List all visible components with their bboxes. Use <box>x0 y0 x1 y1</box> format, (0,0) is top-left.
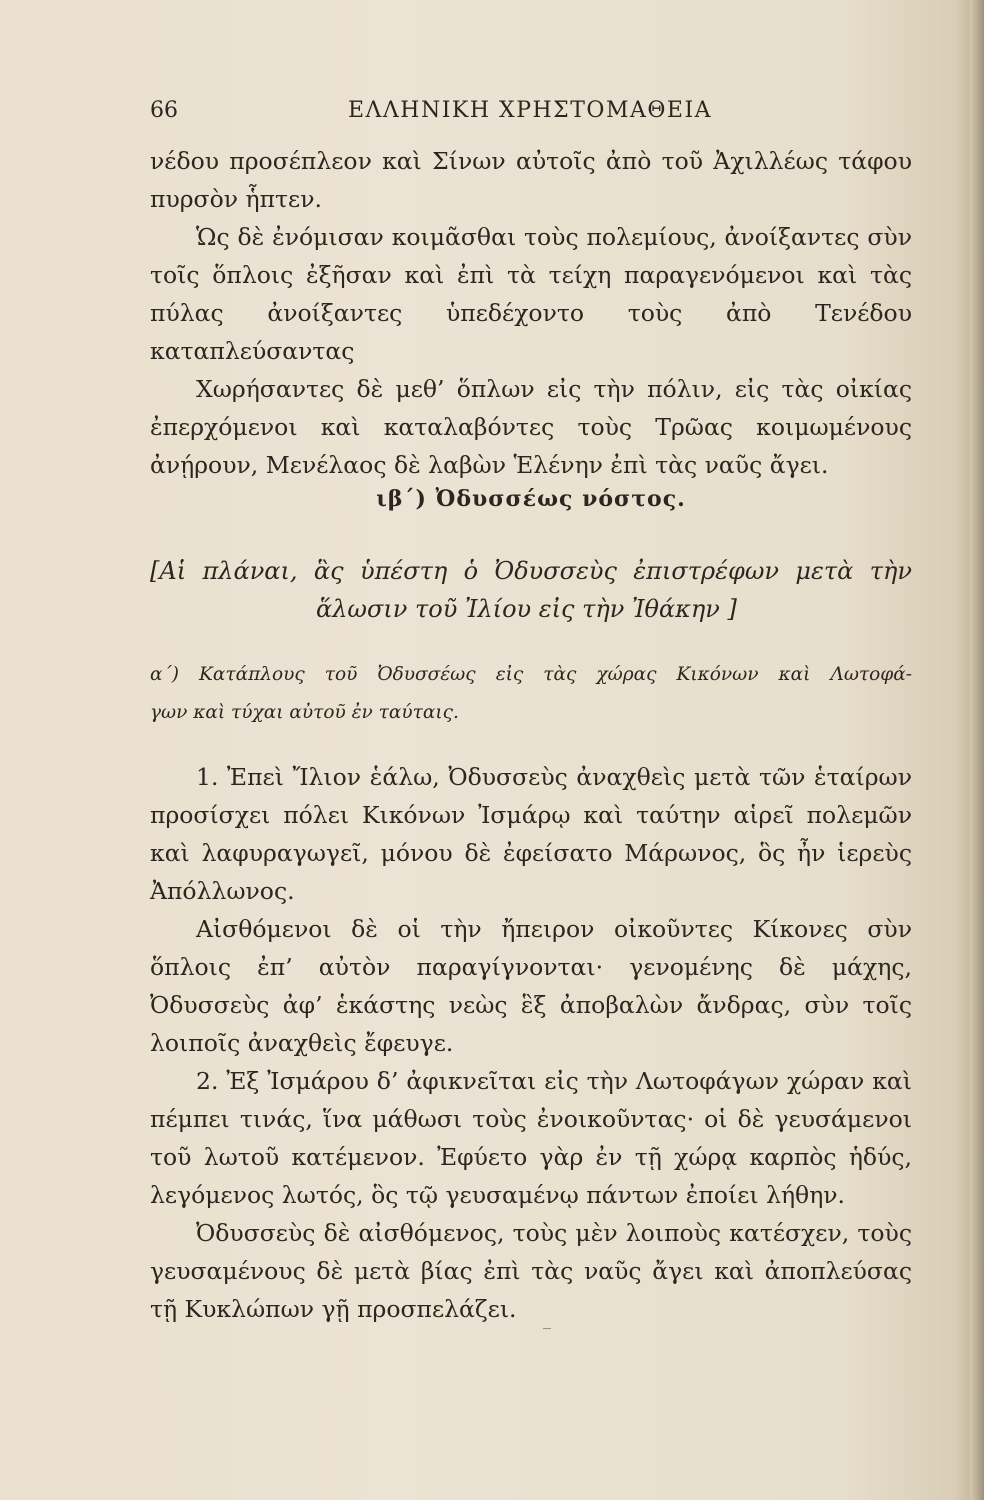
top-text-block <box>150 142 912 484</box>
paragraph: Ὡς δὲ ἐνόμισαν κοιμᾶσθαι τοὺς πολεμίους, ἀνοίξαντες σὺν τοῖς ὅπλοις ἐξῆσαν καὶ ἐπὶ τὰ τείχη παραγενόμενοι καὶ τὰς πύλας ἀνοίξαντες ὑπεδέχοντο τοὺς ἀπὸ Τενέδου καταπλεύσαντας <box>150 223 912 365</box>
summary-line: [Αἱ πλάναι, ἃς ὑπέστη ὁ Ὀδυσσεὺς ἐπιστρέφων μετὰ τὴν <box>150 557 912 585</box>
page-header <box>150 98 910 138</box>
paragraph: Αἰσθόμενοι δὲ οἱ τὴν ἤπειρον οἰκοῦντες Κίκονες σὺν ὅπλοις ἐπ’ αὐτὸν παραγίγνονται· γενομένης δὲ μάχης, Ὀδυσσεὺς ἀφ’ ἑκάστης νεὼς ἓξ ἀποβαλὼν ἄνδρας, σὺν τοῖς λοιποῖς ἀναχθεὶς ἔφευγε. <box>150 915 912 1057</box>
subheading-line: α΄) Κατάπλους τοῦ Ὀδυσσέως εἰς τὰς χώρας Κικόνων καὶ Λωτοφά- <box>150 664 912 685</box>
paragraph: 2. Ἐξ Ἰσμάρου δ’ ἀφικνεῖται εἰς τὴν Λωτοφάγων χώραν καὶ πέμπει τινάς, ἵνα μάθωσι τοὺς ἐνοικοῦντας· οἱ δὲ γευσάμενοι τοῦ λωτοῦ κατέμενον. Ἐφύετο γὰρ ἐν τῇ χώρᾳ καρπὸς ἡδύς, λεγόμενος λωτός, ὃς τῷ γευσαμένῳ πάντων ἐποίει λήθην. <box>150 1067 912 1209</box>
paragraph: Ὀδυσσεὺς δὲ αἰσθόμενος, τοὺς μὲν λοιποὺς κατέσχεν, τοὺς γευσαμένους δὲ μετὰ βίας ἐπὶ τὰς ναῦς ἄγει καὶ ἀποπλεύσας τῇ Κυκλώπων γῇ προσπελάζει. <box>150 1219 912 1323</box>
running-title: ΕΛΛΗΝΙΚΗ ΧΡΗΣΤΟΜΑΘΕΙΑ <box>347 98 713 123</box>
page-number: 66 <box>150 98 178 123</box>
page-edge <box>970 0 984 1500</box>
paragraph: Χωρήσαντες δὲ μεθ’ ὅπλων εἰς τὴν πόλιν, εἰς τὰς οἰκίας ἐπερχόμενοι καὶ καταλαβόντες τοὺς Τρῶας κοιμωμένους ἀνῄρουν, Μενέλαος δὲ λαβὼν Ἑλένην ἐπὶ τὰς ναῦς ἄγει. <box>150 375 912 479</box>
ink-mark <box>543 1328 551 1329</box>
subheading-line: γων καὶ τύχαι αὐτοῦ ἐν ταύταις. <box>150 702 459 723</box>
chapter-summary <box>150 552 912 628</box>
summary-line: ἅλωσιν τοῦ Ἰλίου εἰς τὴν Ἰθάκην ] <box>316 595 737 623</box>
section-title: ιβ΄) Ὀδυσσέως νόστος. <box>376 486 686 512</box>
paragraph-continuation: νέδου προσέπλεον καὶ Σίνων αὐτοῖς ἀπὸ τοῦ Ἀχιλλέως τάφου πυρσὸν ἧπτεν. <box>150 147 912 213</box>
subsection-heading <box>150 656 912 732</box>
main-text-block <box>150 758 912 1328</box>
paragraph: 1. Ἐπεὶ Ἴλιον ἑάλω, Ὀδυσσεὺς ἀναχθεὶς μετὰ τῶν ἑταίρων προσίσχει πόλει Κικόνων Ἰσμάρῳ καὶ ταύτην αἱρεῖ πολεμῶν καὶ λαφυραγωγεῖ, μόνου δὲ ἐφείσατο Μάρωνος, ὃς ἦν ἱερεὺς Ἀπόλλωνος. <box>150 763 912 905</box>
